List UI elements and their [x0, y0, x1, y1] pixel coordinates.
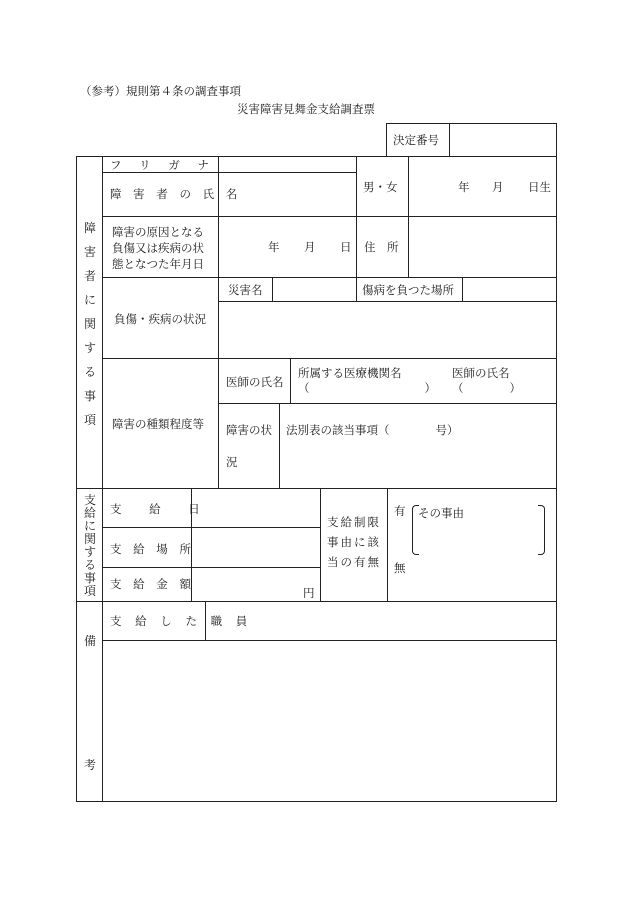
status-col-divider — [279, 403, 280, 488]
reason-bracket-right — [538, 505, 545, 555]
institution-label: 所属する医療機関名 — [298, 366, 402, 380]
place-label-right — [462, 277, 463, 301]
injury-sub-row-line — [218, 301, 557, 302]
furigana-row-line — [102, 172, 356, 173]
address-label: 住 所 — [364, 240, 399, 254]
table-bottom-border — [76, 801, 557, 802]
reason-field[interactable] — [420, 520, 536, 552]
birth-month-label: 月 — [492, 180, 504, 194]
address-col-right — [408, 216, 409, 278]
status-label-line2: 況 — [226, 455, 238, 469]
label-col-divider-bottom — [218, 277, 219, 488]
staff-label: 支 給 し た 職 員 — [110, 614, 253, 628]
staff-row-bottom — [102, 640, 557, 641]
doctor-name-label: 医師の氏名 — [226, 375, 284, 389]
cause-label-line1: 障害の原因となる — [112, 225, 204, 239]
pay-amount-label: 支 給 金 額 — [110, 577, 195, 591]
label-col-divider-top — [218, 156, 219, 278]
decision-number-label: 決定番号 — [393, 133, 439, 147]
sex-col-right — [408, 156, 409, 217]
disaster-name-divider — [272, 277, 273, 301]
birth-day-label: 日生 — [528, 180, 551, 194]
doctor-name2-label: 医師の氏名 — [452, 366, 510, 380]
table-left-border — [76, 156, 77, 802]
status-label-line1: 障害の状 — [226, 423, 272, 437]
section-divider-notes — [76, 601, 557, 602]
side-column-divider — [102, 156, 103, 802]
sex-label[interactable]: 男・女 — [363, 180, 398, 194]
limit-col-left — [320, 488, 321, 601]
sex-col-left — [356, 156, 357, 217]
section-divider-payment — [76, 488, 557, 489]
place-label-left — [356, 277, 357, 301]
section-label-notes-bottom: 考 — [83, 758, 96, 772]
degree-sub-row-line — [218, 403, 557, 404]
reference-note: （参考）規則第４条の調査事項 — [80, 84, 241, 98]
decision-box-left — [386, 123, 387, 156]
staff-field[interactable] — [207, 603, 554, 639]
cause-day-label: 日 — [340, 240, 352, 254]
section-label-disabled: 障 害 者 に 関 す る 事 項 — [83, 221, 96, 427]
decision-box-right — [556, 123, 557, 156]
address-col-left — [356, 216, 357, 278]
table-right-border — [556, 156, 557, 802]
pay-row1-bottom — [102, 527, 320, 528]
yen-label: 円 — [303, 586, 315, 600]
table-top-border — [76, 156, 557, 157]
cause-label-line2: 負傷又は疾病の状 — [112, 241, 204, 255]
name-label: 障 害 者 の 氏 名 — [110, 187, 242, 201]
furigana-label: フ リ ガ ナ — [110, 158, 216, 172]
injury-label: 負傷・疾病の状況 — [114, 312, 206, 326]
pay-date-label: 支 給 日 — [110, 502, 212, 516]
limit-label-line1: 支給制限 — [327, 515, 381, 529]
name-row-bottom — [102, 216, 557, 217]
form-title: 災害障害見舞金支給調査票 — [237, 102, 375, 116]
limit-label-line2: 事由に該 — [327, 535, 381, 549]
pay-amount-field[interactable] — [193, 569, 303, 599]
cause-row-bottom — [102, 277, 557, 278]
cause-year-label: 年 — [268, 240, 280, 254]
disaster-name-label: 災害名 — [228, 283, 263, 297]
notes-field[interactable] — [104, 642, 554, 799]
cause-label-line3: 態となつた年月日 — [112, 257, 204, 271]
pay-row2-bottom — [102, 567, 320, 568]
doctor-col-divider — [290, 358, 291, 403]
furigana-field[interactable] — [220, 158, 354, 171]
cause-month-label: 月 — [304, 240, 316, 254]
limit-col-right — [387, 488, 388, 601]
injury-place-label: 傷病を負つた場所 — [362, 283, 454, 297]
doctor-paren[interactable]: （ ） — [452, 381, 521, 395]
injury-row-bottom — [102, 358, 557, 359]
limit-yes[interactable]: 有 — [394, 504, 406, 518]
degree-label: 障害の種類程度等 — [112, 417, 204, 431]
limit-label-line3: 当の有無 — [327, 555, 381, 569]
limit-no[interactable]: 無 — [394, 561, 406, 575]
injury-status-field[interactable] — [220, 303, 554, 357]
pay-place-field[interactable] — [193, 529, 318, 566]
section-label-notes-top: 備 — [83, 634, 96, 648]
section-label-payment: 支 給 に 関 す る 事 項 — [83, 493, 96, 598]
decision-box-top — [386, 123, 556, 124]
disaster-name-field[interactable] — [274, 279, 354, 300]
injury-place-field[interactable] — [464, 279, 554, 300]
address-field[interactable] — [410, 218, 554, 276]
institution-paren[interactable]: （ ） — [298, 381, 436, 395]
reason-label: その事由 — [418, 506, 464, 520]
pay-place-label: 支 給 場 所 — [110, 542, 195, 556]
name-field[interactable] — [220, 174, 354, 215]
decision-number-field[interactable] — [451, 125, 554, 154]
pay-date-field[interactable] — [193, 490, 318, 526]
decision-box-divider — [449, 123, 450, 156]
birth-year-label: 年 — [458, 180, 470, 194]
table-item-label[interactable]: 法別表の該当事項（ 号） — [286, 423, 459, 437]
